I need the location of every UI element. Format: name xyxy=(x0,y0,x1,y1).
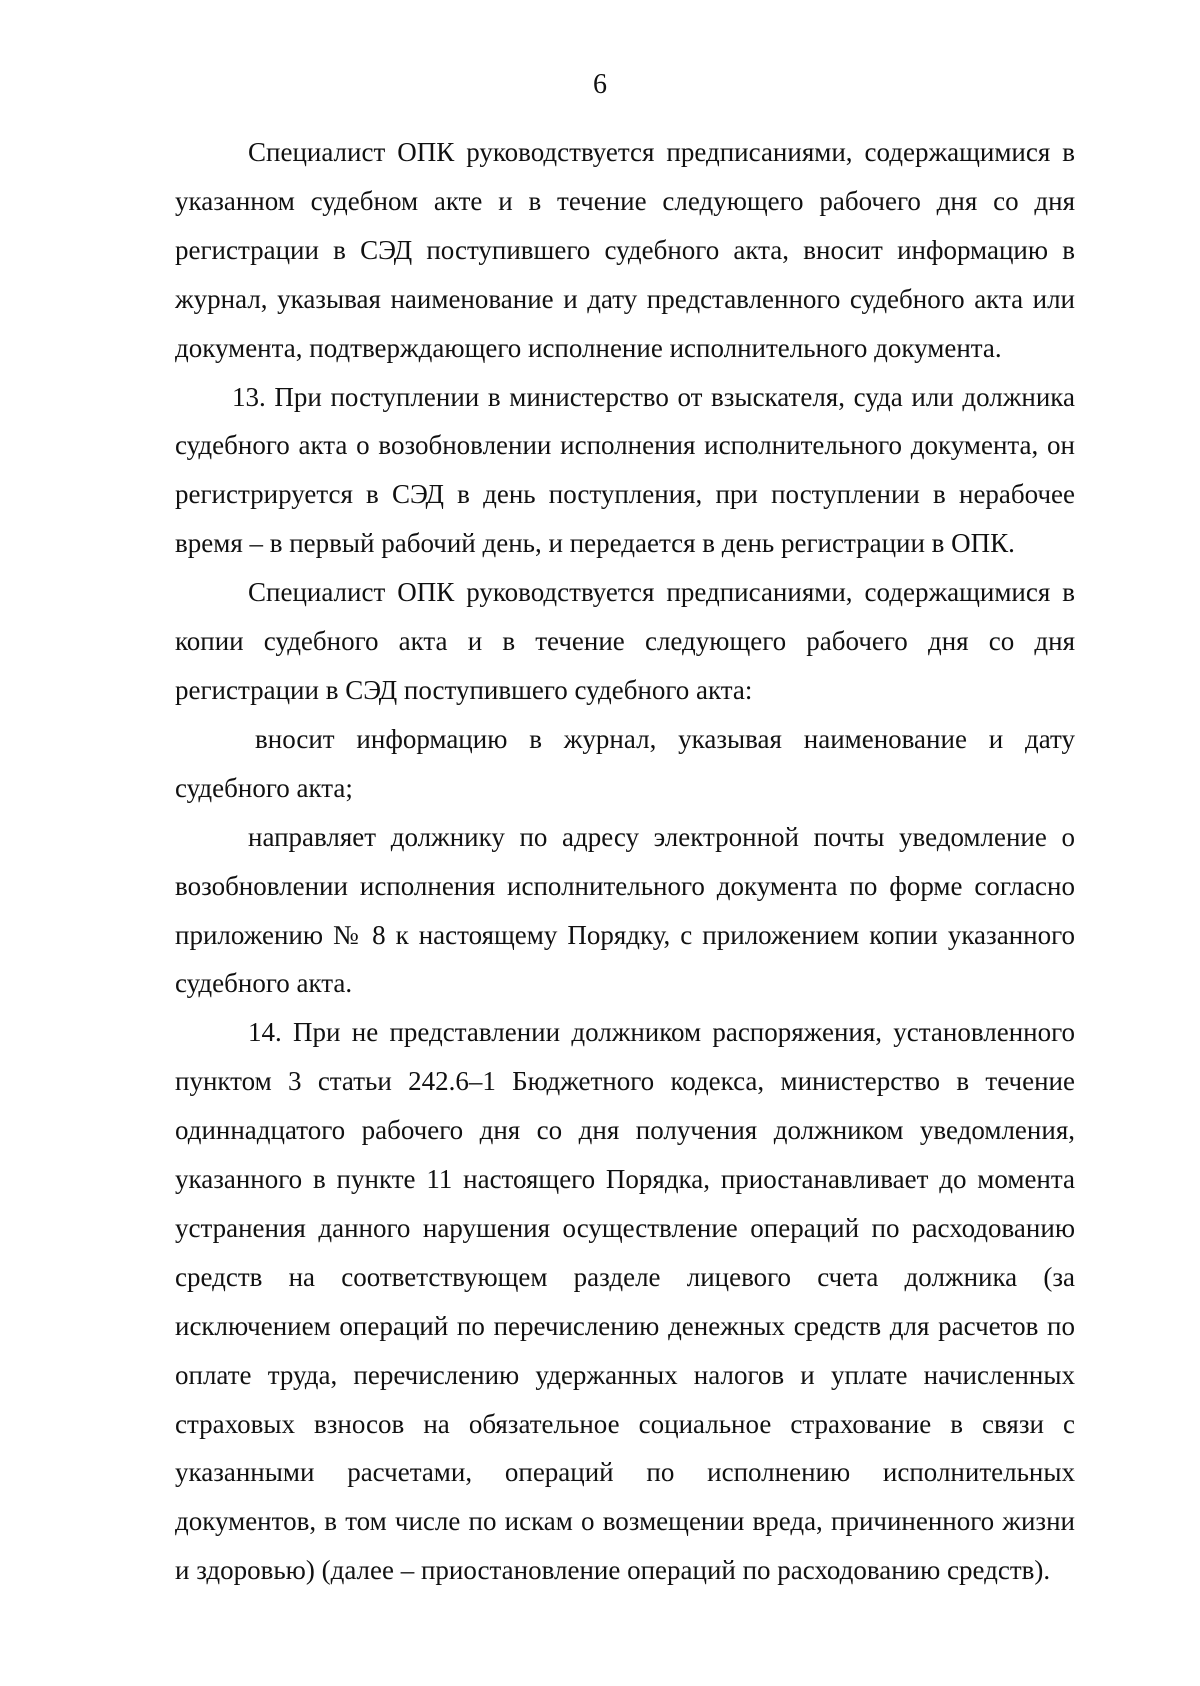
paragraph-send-notification: направляет должнику по адресу электронной почты уведомление о возобновлении исполнения исполнительного документа по форме согласно приложению № 8 к настоящему Порядку, с приложением копии указанного судебного акта. xyxy=(175,821,1075,999)
document-body xyxy=(175,128,1075,1595)
page-number: 6 xyxy=(593,69,607,100)
paragraph-specialist-opk-journal: Специалист ОПК руководствуется предписаниями, содержащимися в указанном судебном акте и в течение следующего рабочего дня со дня регистрации в СЭД поступившего судебного акта, вносит информацию в журнал, указывая наименование и дату представленного судебного акта или документа, подтверждающего исполнение исполнительного документа. xyxy=(175,137,1075,363)
paragraph-13-resumption-act: 13. При поступлении в министерство от взыскателя, суда или должника судебного акта о возобновлении исполнения исполнительного документа, он регистрируется в СЭД в день поступления, при поступлении в нерабочее время – в первый рабочий день, и передается в день регистрации в ОПК. xyxy=(175,381,1075,559)
paragraph-enter-journal: вносит информацию в журнал, указывая наименование и дату судебного акта; xyxy=(175,723,1075,803)
paragraph-specialist-opk-copy: Специалист ОПК руководствуется предписаниями, содержащимися в копии судебного акта и в течение следующего рабочего дня со дня регистрации в СЭД поступившего судебного акта: xyxy=(175,577,1075,705)
paragraph-14-suspension: 14. При не представлении должником распоряжения, установленного пунктом 3 статьи 242.6–1 Бюджетного кодекса, министерство в течение одиннадцатого рабочего дня со дня получения должником уведомления, указанного в пункте 11 настоящего Порядка, приостанавливает до момента устранения данного нарушения осуществление операций по расходованию средств на соответствующем разделе лицевого счета должника (за исключением операций по перечислению денежных средств для расчетов по оплате труда, перечислению удержанных налогов и уплате начисленных страховых взносов на обязательное социальное страхование в связи с указанными расчетами, операций по исполнению исполнительных документов, в том числе по искам о возмещении вреда, причиненного жизни и здоровью) (далее – приостановление операций по расходованию средств). xyxy=(175,1017,1075,1586)
